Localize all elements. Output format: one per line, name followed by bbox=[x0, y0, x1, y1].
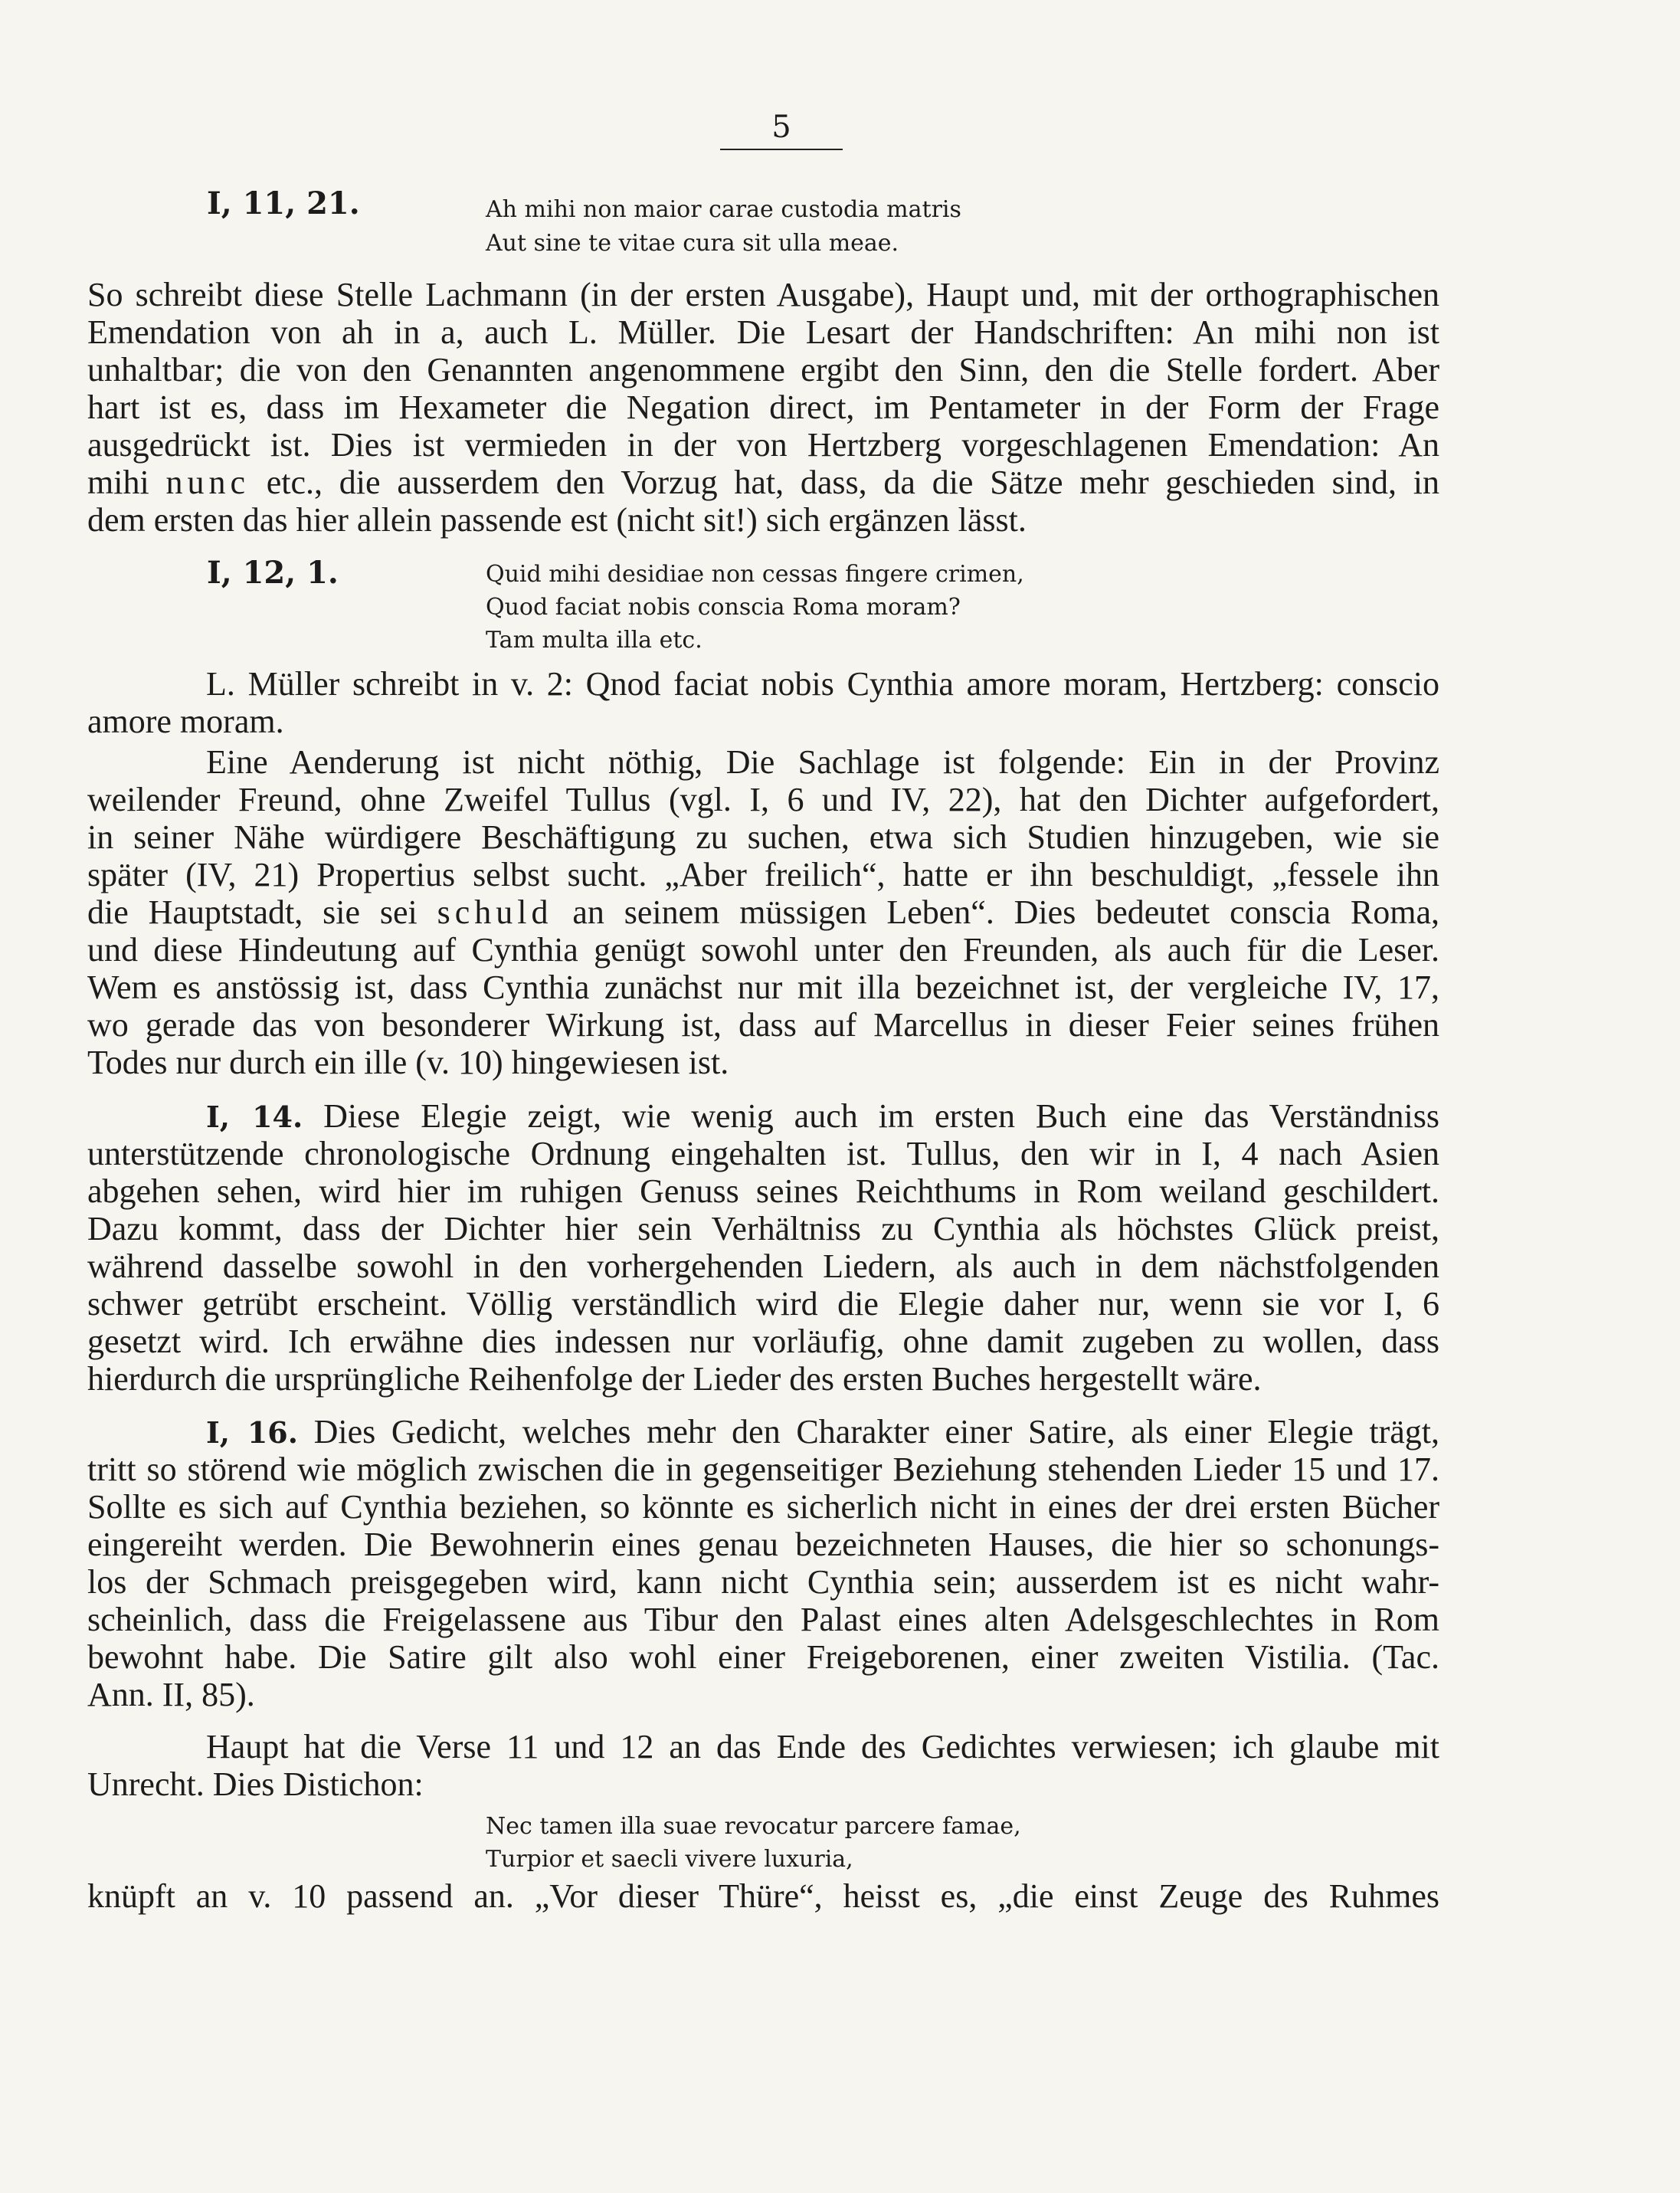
verse-line: Quod faciat nobis conscia Roma moram? bbox=[486, 594, 961, 621]
text-line bbox=[87, 1097, 1439, 1136]
text-line: dem ersten das hier allein passende est (nicht sit!) sich ergänzen lässt. bbox=[87, 501, 1027, 539]
verse-line: Quid mihi desidiae non cessas fingere crimen, bbox=[486, 561, 1024, 588]
text-line: hart ist es, dass im Hexameter die Negation direct, im Pentameter in der Form der Frage bbox=[87, 388, 1439, 426]
text-line: Dazu kommt, dass der Dichter hier sein Verhältniss zu Cynthia als höchstes Glück preist, bbox=[87, 1210, 1439, 1247]
text-line: knüpft an v. 10 passend an. „Vor dieser Thüre“, heisst es, „die einst Zeuge des Ruhmes bbox=[87, 1877, 1439, 1915]
text-line: unterstützende chronologische Ordnung eingehalten ist. Tullus, den wir in I, 4 nach Asien bbox=[87, 1135, 1439, 1172]
text-line: während dasselbe sowohl in den vorhergehenden Liedern, als auch in dem nächstfolgenden bbox=[87, 1247, 1439, 1285]
text-line: gesetzt wird. Ich erwähne dies indessen nur vorläufig, ohne damit zugeben zu wollen, dass bbox=[87, 1323, 1439, 1360]
page-number: 5 bbox=[720, 106, 843, 150]
text-line: unhaltbar; die von den Genannten angenommene ergibt den Sinn, den die Stelle fordert. Aber bbox=[87, 351, 1439, 388]
text-span: Diese Elegie zeigt, wie wenig auch im ersten Buch eine das Verständniss bbox=[303, 1097, 1439, 1135]
text-span: Dies Gedicht, welches mehr den Charakter einer Satire, als einer Elegie trägt, bbox=[297, 1413, 1439, 1451]
text-line: wo gerade das von besonderer Wirkung ist, dass auf Marcellus in dieser Feier seines frühen bbox=[87, 1006, 1439, 1044]
text-line: Sollte es sich auf Cynthia beziehen, so könnte es sicherlich nicht in eines der drei ersten Bücher bbox=[87, 1488, 1439, 1526]
text-line: und diese Hindeutung auf Cynthia genügt sowohl unter den Freunden, als auch für die Leser. bbox=[87, 931, 1439, 969]
text-line: Emendation von ah in a, auch L. Müller. Die Lesart der Handschriften: An mihi non ist bbox=[87, 313, 1439, 351]
verse-line: Nec tamen illa suae revocatur parcere famae, bbox=[486, 1813, 1021, 1840]
text-line: Eine Aenderung ist nicht nöthig, Die Sachlage ist folgende: Ein in der Provinz bbox=[206, 743, 1439, 781]
text-line bbox=[87, 893, 1439, 931]
text-line: später (IV, 21) Propertius selbst sucht. „Aber freilich“, hatte er ihn beschuldigt, „fessele ihn bbox=[87, 856, 1439, 893]
section-ref-I-14: I, 14. bbox=[206, 1100, 303, 1134]
text-line: abgehen sehen, wird hier im ruhigen Genuss seines Reichthums in Rom weiland geschildert. bbox=[87, 1172, 1439, 1210]
text-line: Haupt hat die Verse 11 und 12 an das Ende des Gedichtes verwiesen; ich glaube mit bbox=[206, 1728, 1439, 1765]
text-line: So schreibt diese Stelle Lachmann (in der ersten Ausgabe), Haupt und, mit der orthographischen bbox=[87, 276, 1439, 313]
verse-line: Ah mihi non maior carae custodia matris bbox=[486, 196, 961, 223]
text-line: Todes nur durch ein ille (v. 10) hingewiesen ist. bbox=[87, 1044, 729, 1081]
section-ref-I-12-1: I, 12, 1. bbox=[207, 555, 339, 591]
text-line: schwer getrübt erscheint. Völlig verständlich wird die Elegie daher nur, wenn sie vor I, 6 bbox=[87, 1285, 1439, 1323]
text-span: mihi bbox=[87, 464, 149, 501]
text-line: Wem es anstössig ist, dass Cynthia zunächst nur mit illa bezeichnet ist, der vergleiche IV, 17, bbox=[87, 969, 1439, 1006]
text-span: die Hauptstadt, sie sei bbox=[87, 893, 437, 931]
section-ref-I-11-21: I, 11, 21. bbox=[207, 185, 360, 221]
text-line: scheinlich, dass die Freigelassene aus Tibur den Palast eines alten Adelsgeschlechtes in Rom bbox=[87, 1601, 1439, 1638]
text-line: Ann. II, 85). bbox=[87, 1676, 255, 1713]
verse-line: Tam multa illa etc. bbox=[486, 627, 702, 654]
text-line: ausgedrückt ist. Dies ist vermieden in der von Hertzberg vorgeschlagenen Emendation: An bbox=[87, 426, 1439, 464]
emphasis-spaced: schuld bbox=[437, 893, 553, 931]
text-line: los der Schmach preisgegeben wird, kann nicht Cynthia sein; ausserdem ist es nicht wahr- bbox=[87, 1563, 1439, 1601]
text-line: bewohnt habe. Die Satire gilt also wohl einer Freigeborenen, einer zweiten Vistilia. (Tac. bbox=[87, 1638, 1439, 1676]
text-line: tritt so störend wie möglich zwischen die in gegenseitiger Beziehung stehenden Lieder 15 und 17. bbox=[87, 1451, 1439, 1488]
verse-line: Turpior et saecli vivere luxuria, bbox=[486, 1846, 853, 1873]
text-line: Unrecht. Dies Distichon: bbox=[87, 1765, 424, 1803]
text-line: eingereiht werden. Die Bewohnerin eines genau bezeichneten Hauses, die hier so schonungs- bbox=[87, 1526, 1439, 1563]
text-line: amore moram. bbox=[87, 703, 284, 740]
text-line bbox=[87, 464, 1439, 501]
text-span: an seinem müssigen Leben“. Dies bedeutet conscia Roma, bbox=[552, 893, 1440, 931]
text-line: L. Müller schreibt in v. 2: Qnod faciat nobis Cynthia amore moram, Hertzberg: conscio bbox=[206, 665, 1439, 703]
emphasis-spaced: nunc bbox=[165, 464, 250, 501]
text-span: etc., die ausserdem den Vorzug hat, dass, da die Sätze mehr geschieden sind, in bbox=[249, 464, 1439, 501]
text-line bbox=[87, 1413, 1439, 1451]
text-line: in seiner Nähe würdigere Beschäftigung zu suchen, etwa sich Studien hinzugeben, wie sie bbox=[87, 818, 1439, 856]
section-ref-I-16: I, 16. bbox=[206, 1415, 298, 1450]
verse-line: Aut sine te vitae cura sit ulla meae. bbox=[486, 230, 899, 257]
text-line: weilender Freund, ohne Zweifel Tullus (vgl. I, 6 und IV, 22), hat den Dichter aufgefordert, bbox=[87, 781, 1439, 818]
text-line: hierdurch die ursprüngliche Reihenfolge der Lieder des ersten Buches hergestellt wäre. bbox=[87, 1360, 1262, 1398]
